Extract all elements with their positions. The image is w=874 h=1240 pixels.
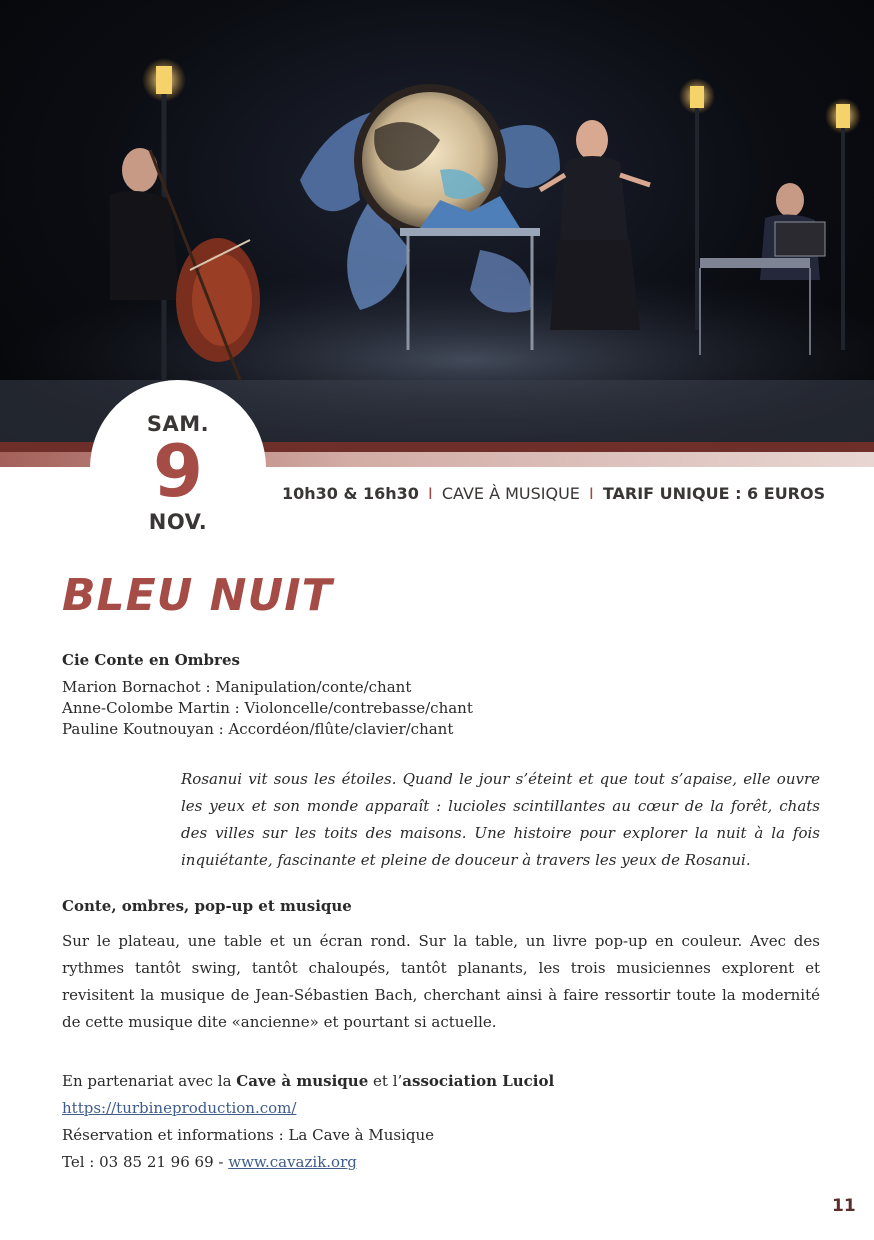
- credit-line: Marion Bornachot : Manipulation/conte/chant: [62, 678, 412, 696]
- section-heading: Conte, ombres, pop-up et musique: [62, 897, 352, 915]
- partner-connector: et l’: [373, 1072, 403, 1090]
- date-month: NOV.: [148, 510, 208, 534]
- event-price: TARIF UNIQUE : 6 EUROS: [602, 484, 826, 503]
- info-separator: I: [589, 484, 594, 503]
- date-badge: [90, 380, 266, 556]
- event-times: 10h30 & 16h30: [282, 484, 419, 503]
- company-name: Cie Conte en Ombres: [62, 651, 240, 669]
- partner-association-luciol: association Luciol: [402, 1072, 555, 1090]
- stage-scene-illustration: [0, 0, 874, 442]
- cavazik-link[interactable]: www.cavazik.org: [228, 1153, 357, 1171]
- partner-prefix: En partenariat avec la: [62, 1072, 232, 1090]
- contact-block: [62, 1068, 554, 1176]
- event-venue: CAVE À MUSIQUE: [441, 484, 580, 503]
- date-day-number: 9: [152, 429, 204, 513]
- partner-cave-a-musique: Cave à musique: [236, 1072, 369, 1090]
- credit-line: Pauline Koutnouyan : Accordéon/flûte/clavier/chant: [62, 720, 454, 738]
- reservation-line: Réservation et informations : La Cave à Musique: [62, 1126, 435, 1144]
- credit-line: Anne-Colombe Martin : Violoncelle/contrebasse/chant: [62, 699, 473, 717]
- turbine-production-link[interactable]: https://turbineproduction.com/: [62, 1099, 297, 1117]
- event-info-line: [282, 484, 825, 503]
- date-weekday: SAM.: [146, 412, 210, 436]
- show-title: BLEU NUIT: [62, 570, 333, 621]
- synopsis-paragraph: Rosanui vit sous les étoiles. Quand le jour s’éteint et que tout s’apaise, elle ouvre les yeux et son monde apparaît : lucioles scintillantes au cœur de la forêt, chats des villes sur les toits des maisons. Une histoire pour explorer la nuit à la fois inquiétante, fascinante et pleine de douceur à travers les yeux de Rosanui.: [181, 770, 820, 869]
- telephone-text: Tel : 03 85 21 96 69 -: [62, 1153, 224, 1171]
- hero-photo: [0, 0, 874, 442]
- telephone-line: [62, 1149, 554, 1176]
- credits-list: [62, 677, 473, 740]
- info-separator: I: [428, 484, 433, 503]
- page-number: 11: [832, 1196, 856, 1216]
- partnership-line: [62, 1068, 554, 1095]
- section-body: Sur le plateau, une table et un écran rond. Sur la table, un livre pop-up en couleur. Avec des rythmes tantôt swing, tantôt chaloupés, tantôt planants, les trois musiciennes explorent et revisitent la musique de Jean-Sébastien Bach, cherchant ainsi à faire ressortir toute la modernité de cette musique dite «ancienne» et pourtant si actuelle.: [62, 932, 820, 1031]
